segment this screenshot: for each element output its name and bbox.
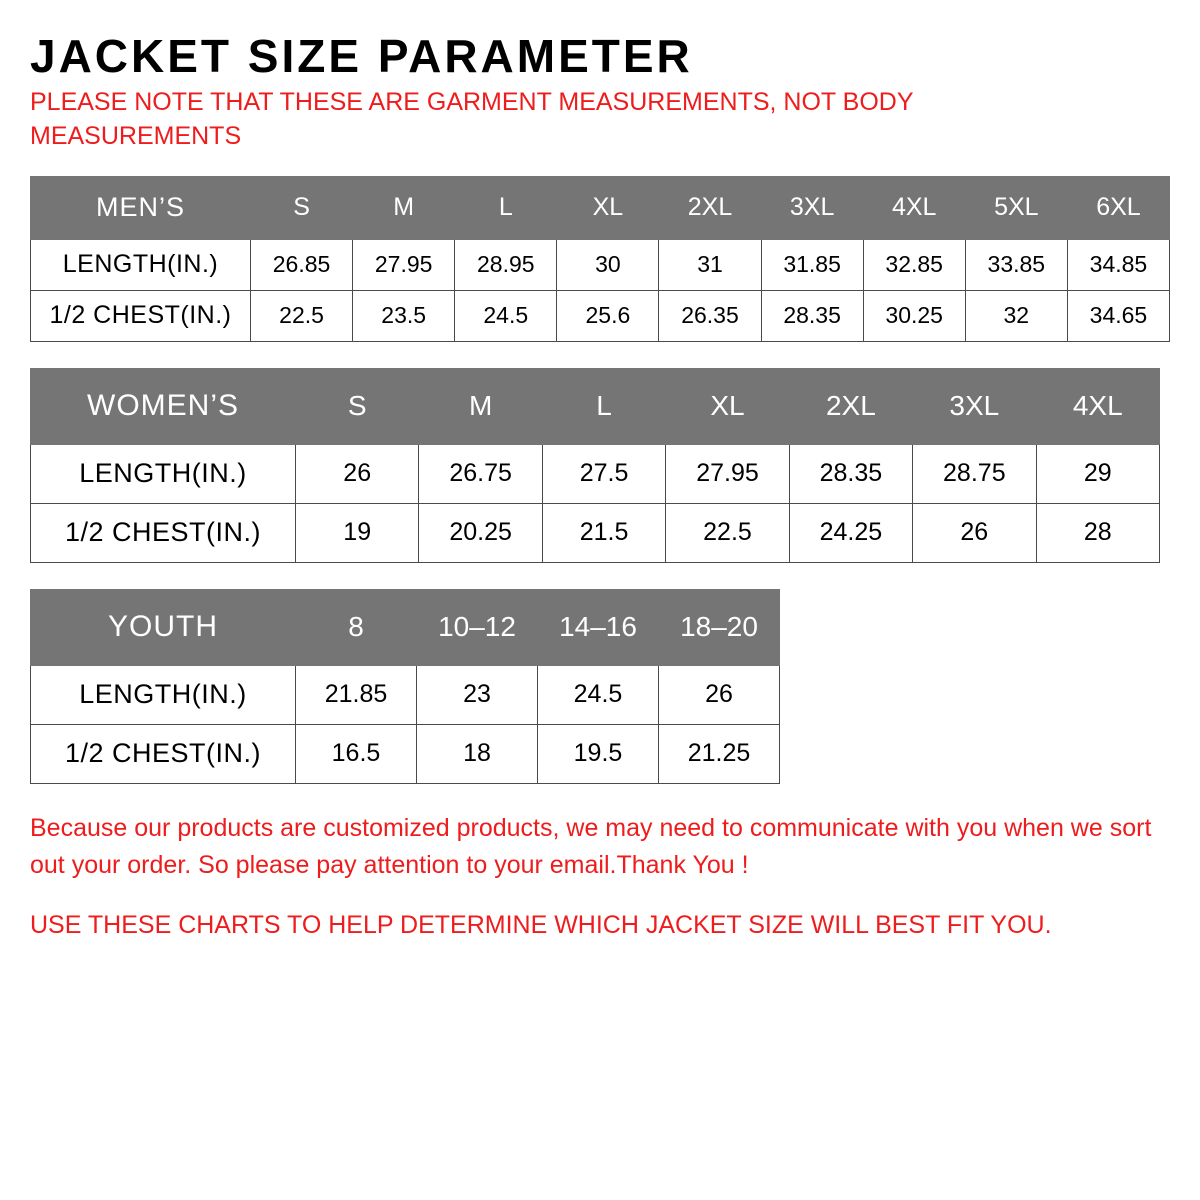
data-cell: 28.35	[789, 444, 912, 503]
data-cell: 27.5	[542, 444, 665, 503]
size-header-cell: 4XL	[1036, 368, 1159, 444]
womens-size-table	[30, 368, 1160, 563]
data-cell: 28.95	[455, 239, 557, 290]
size-header-cell: 18–20	[659, 589, 780, 665]
data-cell: 19	[296, 503, 419, 562]
size-header-cell: M	[353, 176, 455, 239]
page-title: JACKET SIZE PARAMETER	[30, 30, 693, 82]
table-row	[31, 724, 780, 783]
size-header-cell: XL	[557, 176, 659, 239]
row-label: 1/2 CHEST(IN.)	[31, 503, 296, 562]
size-header-cell: 5XL	[965, 176, 1067, 239]
data-cell: 19.5	[538, 724, 659, 783]
data-cell: 22.5	[666, 503, 789, 562]
data-cell: 16.5	[296, 724, 417, 783]
mens-size-table	[30, 176, 1170, 342]
row-label: LENGTH(IN.)	[31, 665, 296, 724]
size-header-cell: 8	[296, 589, 417, 665]
data-cell: 29	[1036, 444, 1159, 503]
footer-line-2: USE THESE CHARTS TO HELP DETERMINE WHICH JACKET SIZE WILL BEST FIT YOU.	[30, 910, 1052, 939]
youth-table-label: YOUTH	[31, 589, 296, 665]
table-header-row	[31, 368, 1160, 444]
size-header-cell: 4XL	[863, 176, 965, 239]
size-header-cell: 2XL	[659, 176, 761, 239]
size-header-cell: M	[419, 368, 542, 444]
data-cell: 26	[296, 444, 419, 503]
data-cell: 24.5	[538, 665, 659, 724]
data-cell: 23	[417, 665, 538, 724]
data-cell: 34.85	[1067, 239, 1169, 290]
data-cell: 23.5	[353, 290, 455, 341]
measurement-note: PLEASE NOTE THAT THESE ARE GARMENT MEASUREMENTS, NOT BODY MEASUREMENTS	[30, 88, 914, 151]
data-cell: 18	[417, 724, 538, 783]
data-cell: 22.5	[251, 290, 353, 341]
row-label: LENGTH(IN.)	[31, 444, 296, 503]
row-label: 1/2 CHEST(IN.)	[31, 290, 251, 341]
size-header-cell: 14–16	[538, 589, 659, 665]
size-header-cell: XL	[666, 368, 789, 444]
data-cell: 28	[1036, 503, 1159, 562]
row-label: 1/2 CHEST(IN.)	[31, 724, 296, 783]
data-cell: 26	[659, 665, 780, 724]
data-cell: 28.35	[761, 290, 863, 341]
row-label: LENGTH(IN.)	[31, 239, 251, 290]
table-header-row	[31, 589, 780, 665]
table-row	[31, 444, 1160, 503]
size-header-cell: 3XL	[913, 368, 1036, 444]
footer-notes	[30, 810, 1170, 945]
size-header-cell: S	[251, 176, 353, 239]
table-row	[31, 290, 1170, 341]
womens-table-label: WOMEN’S	[31, 368, 296, 444]
data-cell: 26.75	[419, 444, 542, 503]
size-header-cell: L	[455, 176, 557, 239]
table-header-row	[31, 176, 1170, 239]
size-header-cell: 3XL	[761, 176, 863, 239]
size-header-cell: 10–12	[417, 589, 538, 665]
data-cell: 31	[659, 239, 761, 290]
data-cell: 24.5	[455, 290, 557, 341]
data-cell: 26.85	[251, 239, 353, 290]
data-cell: 32	[965, 290, 1067, 341]
size-header-cell: 6XL	[1067, 176, 1169, 239]
data-cell: 30.25	[863, 290, 965, 341]
data-cell: 21.25	[659, 724, 780, 783]
data-cell: 34.65	[1067, 290, 1169, 341]
data-cell: 26	[913, 503, 1036, 562]
table-row	[31, 239, 1170, 290]
footer-line-1: Because our products are customized products, we may need to communicate with you when we sort out your order. So please pay attention to your email.Thank You !	[30, 813, 1152, 880]
table-row	[31, 665, 780, 724]
data-cell: 21.85	[296, 665, 417, 724]
youth-size-table	[30, 589, 780, 784]
data-cell: 27.95	[666, 444, 789, 503]
data-cell: 25.6	[557, 290, 659, 341]
data-cell: 32.85	[863, 239, 965, 290]
data-cell: 28.75	[913, 444, 1036, 503]
data-cell: 20.25	[419, 503, 542, 562]
data-cell: 24.25	[789, 503, 912, 562]
table-row	[31, 503, 1160, 562]
size-header-cell: 2XL	[789, 368, 912, 444]
data-cell: 31.85	[761, 239, 863, 290]
data-cell: 30	[557, 239, 659, 290]
data-cell: 21.5	[542, 503, 665, 562]
data-cell: 33.85	[965, 239, 1067, 290]
size-header-cell: L	[542, 368, 665, 444]
size-header-cell: S	[296, 368, 419, 444]
data-cell: 26.35	[659, 290, 761, 341]
mens-table-label: MEN’S	[31, 176, 251, 239]
data-cell: 27.95	[353, 239, 455, 290]
